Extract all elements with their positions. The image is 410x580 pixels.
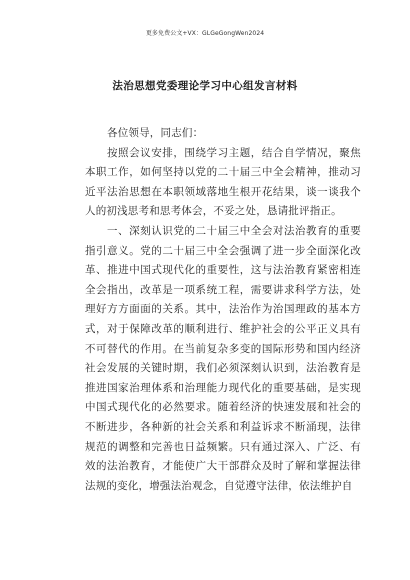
salutation: 各位领导，同志们： (107, 127, 204, 139)
document-title: 法治思想党委理论学习中心组发言材料 (112, 80, 298, 92)
header-note: 更多免费公文+VX：GLGeGongWen2024 (145, 30, 265, 37)
document-body (85, 124, 361, 496)
paragraph-intro: 按照会议安排，围绕学习主题，结合自学情况，聚焦本职工作，如何坚持以党的二十届三中全会精神，推动习近平法治思想在本职领域落地生根开花结果，谈一谈我个人的初浅思考和思考体会，不妥之处，恳请批评指正。 (85, 146, 361, 218)
paragraph-section-one: 一、深刻认识党的二十届三中全会对法治教育的重要指引意义。党的二十届三中全会强调了进一步全面深化改革、推进中国式现代化的重要性，这与法治教育紧密相连全会指出，改革是一项系统工程，需要讲求科学方法，处理好方方面面的关系。其中，法治作为治国理政的基本方式，对于保障改革的顺利进行、维护社会的公平正义具有不可替代的作用。在当前复杂多变的国际形势和国内经济社会发展的关键时期，我们必须深刻认识到，法治教育是推进国家治理体系和治理能力现代化的重要基础，是实现中国式现代化的必然要求。随着经济的快速发展和社会的不断进步，各种新的社会关系和利益诉求不断涌现，法律规范的调整和完善也日益频繁。只有通过深入、广泛、有效的法治教育，才能使广大干部群众及时了解和掌握法律法规的变化，增强法治观念，自觉遵守法律，依法维护自 (85, 224, 361, 492)
